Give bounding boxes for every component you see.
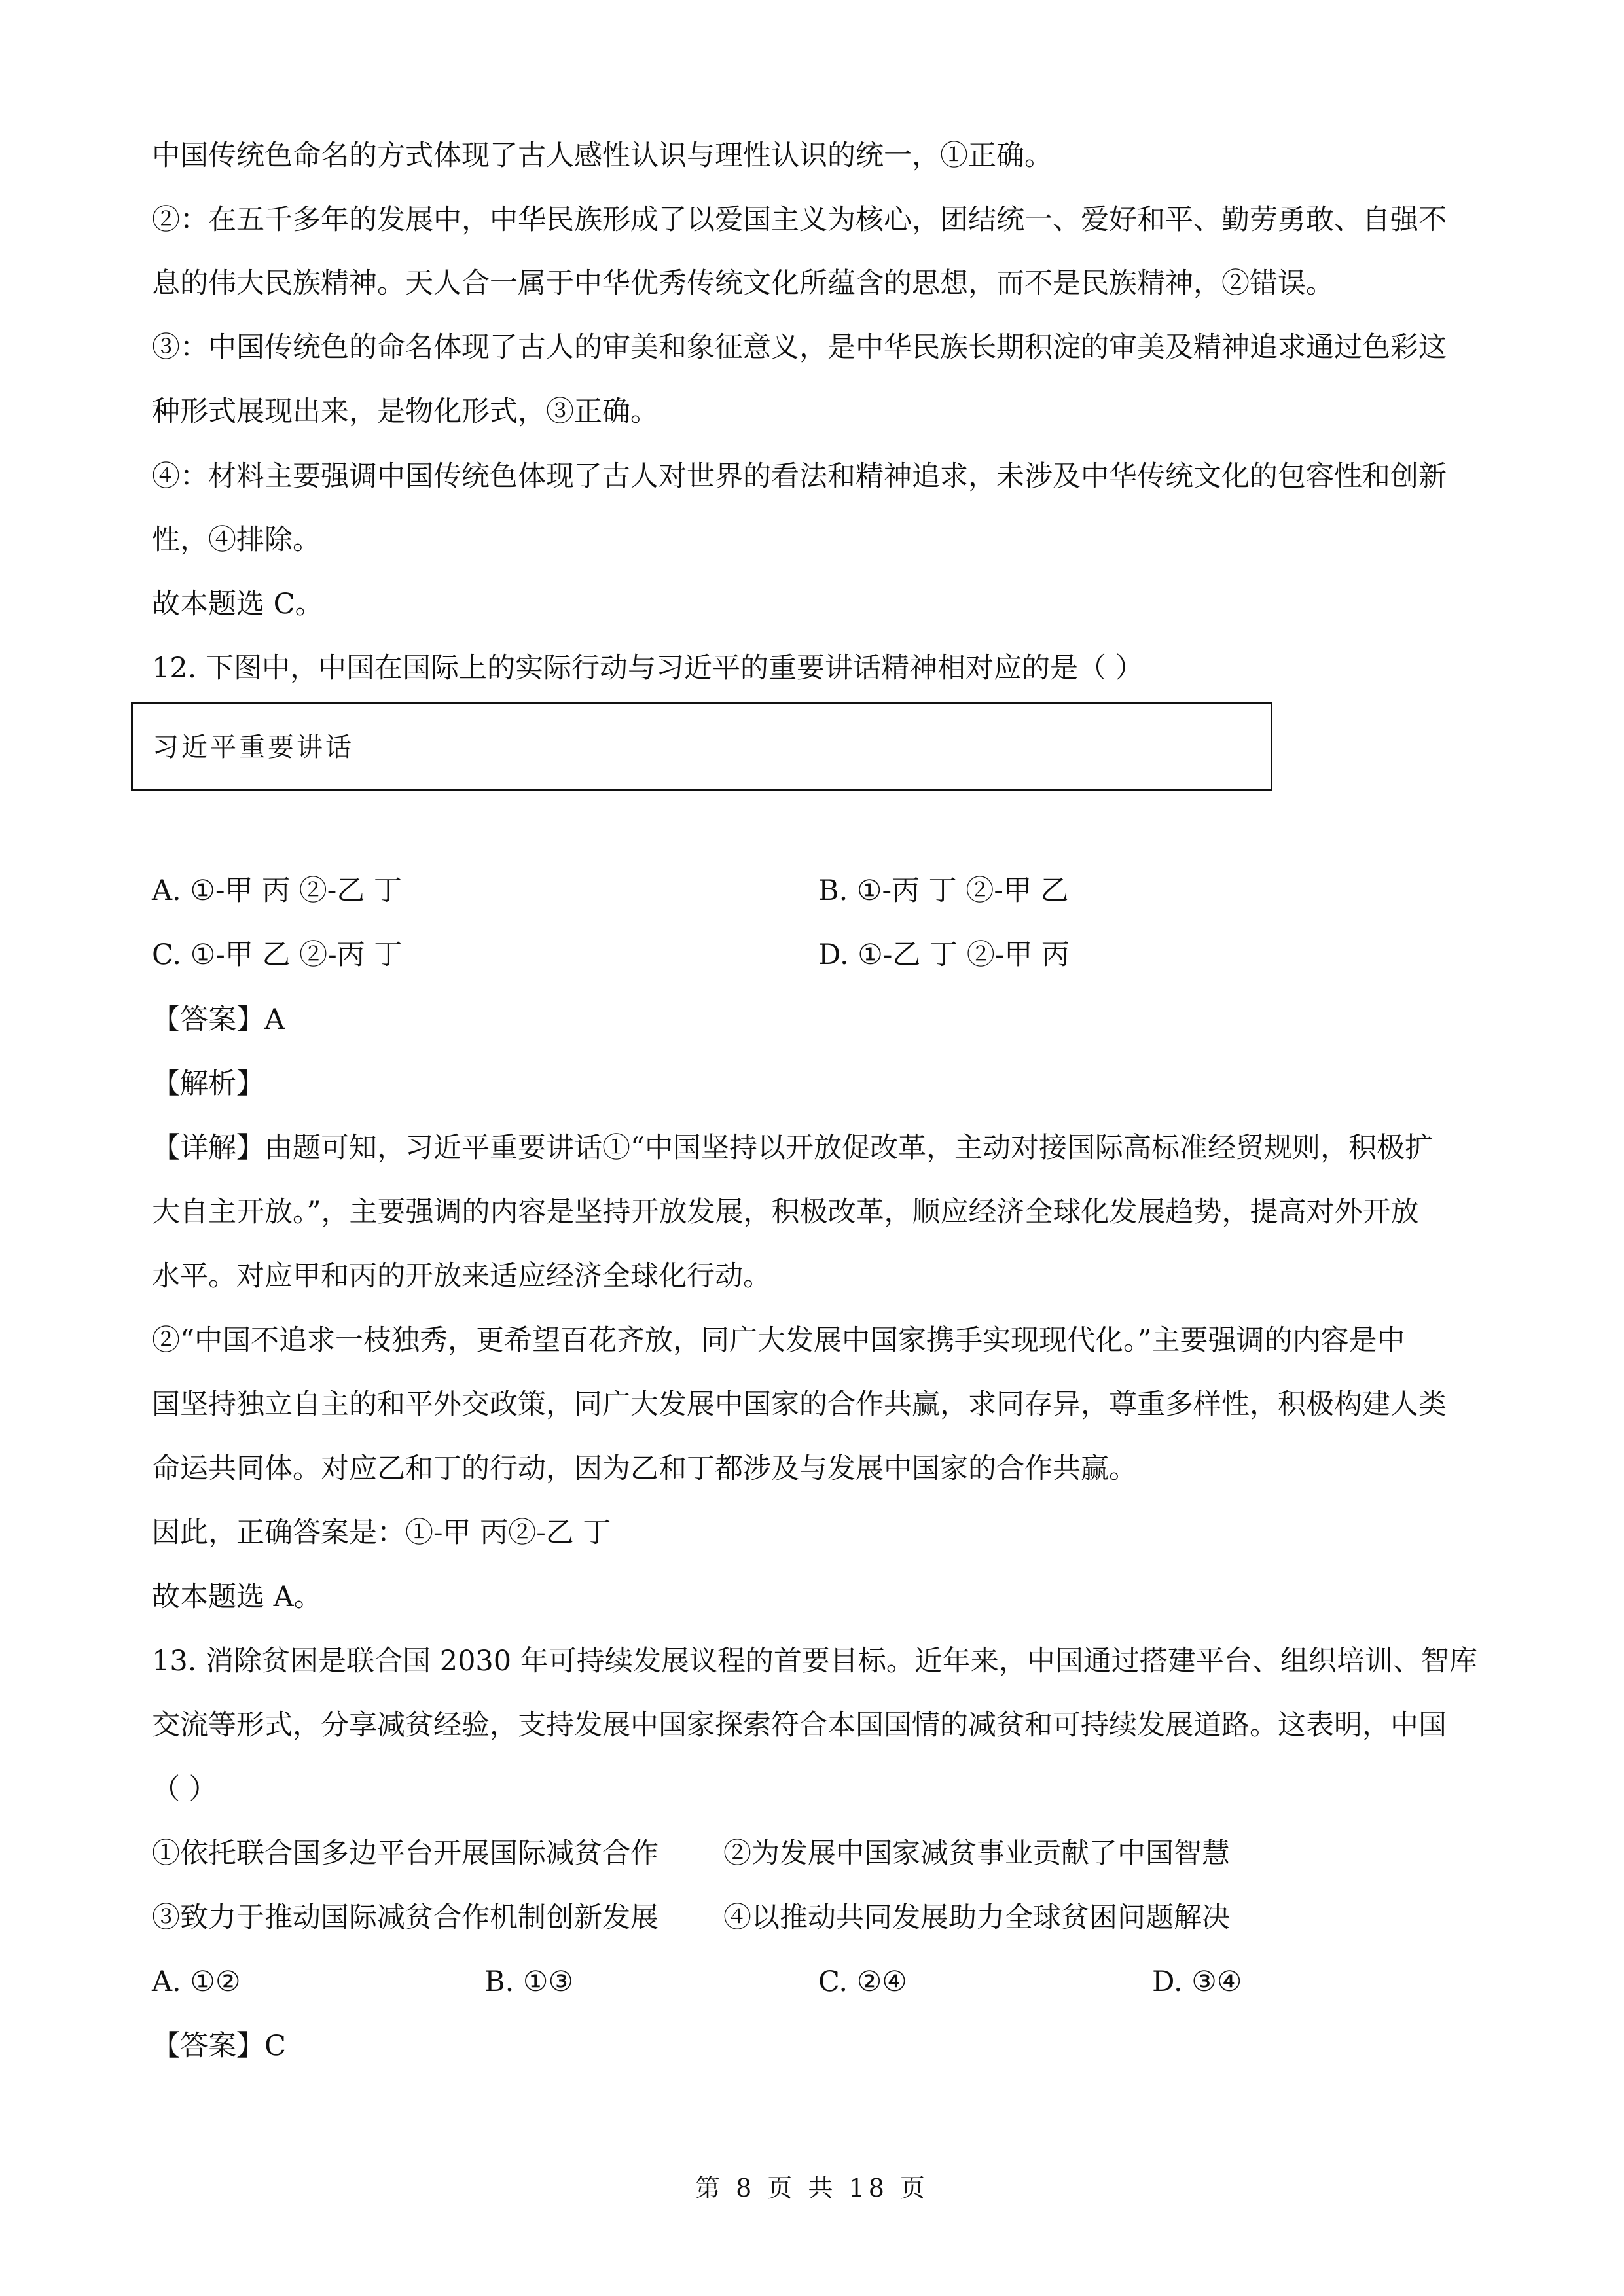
q13-item-3: ③致力于推动国际减贫合作机制创新发展 [152, 1901, 659, 1934]
q13-answer: 【答案】C [152, 2030, 286, 2062]
q13-option-c: C. ②④ [818, 1965, 907, 1998]
speech-figure-box [131, 702, 1272, 791]
intro-line-5: 种形式展现出来，是物化形式，③正确。 [152, 395, 659, 428]
q13-item-2: ②为发展中国家减贫事业贡献了中国智慧 [723, 1837, 1230, 1870]
q12-analysis-heading: 【解析】 [152, 1067, 264, 1100]
question-13-stem-line-2: 交流等形式，分享减贫经验，支持发展中国家探索符合本国国情的减贫和可持续发展道路。这表明，中国 [152, 1709, 1447, 1742]
q12-answer: 【答案】A [152, 1003, 285, 1036]
speech-figure-label: 习近平重要讲话 [153, 732, 354, 762]
q12-detail-line-7: 因此，正确答案是：①-甲 丙②-乙 丁 [152, 1516, 611, 1549]
q13-item-1: ①依托联合国多边平台开展国际减贫合作 [152, 1837, 659, 1870]
intro-line-6: ④：材料主要强调中国传统色体现了古人对世界的看法和精神追求，未涉及中华传统文化的包容性和创新 [152, 460, 1447, 493]
q12-option-c: C. ①-甲 乙 ②-丙 丁 [152, 939, 403, 971]
question-13-stem-line-1: 13. 消除贫困是联合国 2030 年可持续发展议程的首要目标。近年来，中国通过搭建平台、组织培训、智库 [152, 1645, 1477, 1677]
q13-option-d: D. ③④ [1152, 1965, 1242, 1998]
intro-line-7: 性，④排除。 [152, 524, 321, 556]
question-12-stem: 12. 下图中，中国在国际上的实际行动与习近平的重要讲话精神相对应的是（ ） [152, 652, 1144, 685]
q12-detail-line-4: ②“中国不追求一枝独秀，更希望百花齐放，同广大发展中国家携手实现现代化。”主要强调的内容是中 [152, 1324, 1405, 1357]
q12-detail-line-6: 命运共同体。对应乙和丁的行动，因为乙和丁都涉及与发展中国家的合作共赢。 [152, 1452, 1137, 1485]
q13-item-4: ④以推动共同发展助力全球贫困问题解决 [723, 1901, 1230, 1934]
q12-detail-line-8: 故本题选 A。 [152, 1581, 322, 1613]
intro-line-1: 中国传统色命名的方式体现了古人感性认识与理性认识的统一，①正确。 [152, 139, 1053, 172]
page-footer: 第 8 页 共 18 页 [695, 2174, 929, 2202]
q13-option-a: A. ①② [152, 1965, 241, 1998]
intro-line-3: 息的伟大民族精神。天人合一属于中华优秀传统文化所蕴含的思想，而不是民族精神，②错误。 [152, 267, 1334, 300]
q12-detail-line-2: 大自主开放。”，主要强调的内容是坚持开放发展，积极改革，顺应经济全球化发展趋势，提高对外开放 [152, 1196, 1419, 1229]
q12-detail-line-5: 国坚持独立自主的和平外交政策，同广大发展中国家的合作共赢，求同存异，尊重多样性，积极构建人类 [152, 1388, 1447, 1421]
q12-option-b: B. ①-丙 丁 ②-甲 乙 [818, 874, 1069, 907]
q12-detail-line-3: 水平。对应甲和丙的开放来适应经济全球化行动。 [152, 1260, 771, 1293]
q12-option-d: D. ①-乙 丁 ②-甲 丙 [818, 939, 1070, 971]
question-13-stem-line-3: （ ） [152, 1773, 217, 1806]
q12-option-a: A. ①-甲 丙 ②-乙 丁 [152, 874, 403, 907]
q12-detail-line-1: 【详解】由题可知，习近平重要讲话①“中国坚持以开放促改革，主动对接国际高标准经贸规则，积极扩 [152, 1132, 1433, 1164]
intro-line-8: 故本题选 C。 [152, 588, 323, 620]
intro-line-2: ②：在五千多年的发展中，中华民族形成了以爱国主义为核心，团结统一、爱好和平、勤劳勇敢、自强不 [152, 204, 1447, 236]
intro-line-4: ③：中国传统色的命名体现了古人的审美和象征意义，是中华民族长期积淀的审美及精神追求通过色彩这 [152, 331, 1447, 364]
q13-option-b: B. ①③ [484, 1965, 574, 1998]
